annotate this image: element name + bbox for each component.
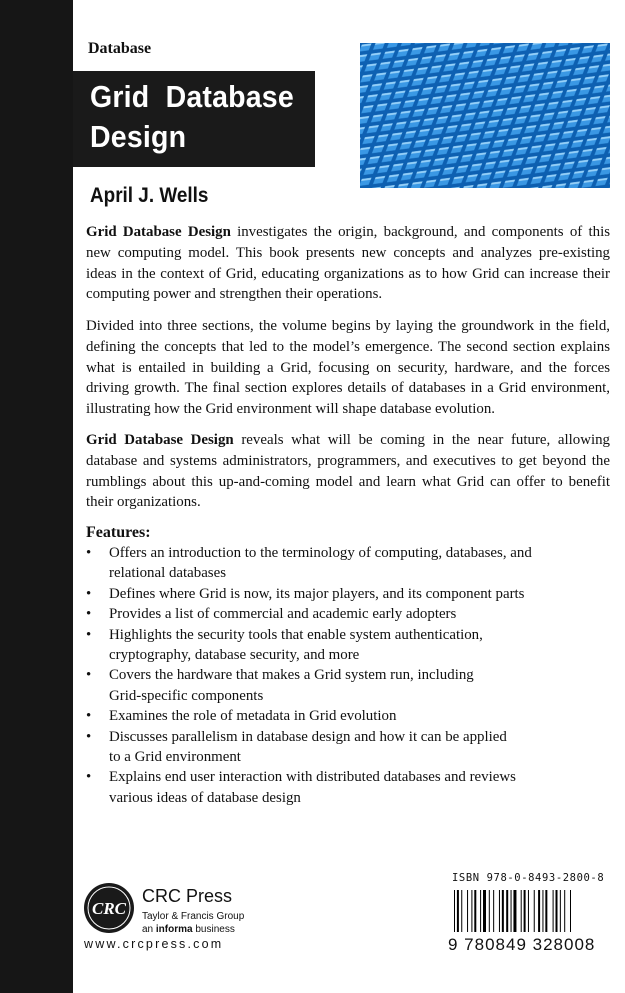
barcode-bar [524, 890, 526, 932]
barcode-bar [499, 890, 500, 932]
feature-item: • Provides a list of commercial and academic early adopters [86, 604, 606, 624]
barcode-bar [502, 890, 504, 932]
barcode-bar [480, 890, 481, 932]
book-title [90, 77, 294, 157]
barcode-bar [528, 890, 529, 932]
bullet-icon: • [86, 545, 92, 561]
paragraph-future [86, 430, 610, 513]
barcode-bar [489, 890, 490, 932]
bullet-icon: • [86, 769, 92, 786]
paragraph-future-text: reveals what will be coming in the near future, allowing database and systems administrators, programmers, and executives to get beyond the rumblings about this up-and-coming model and learn what Grid can offer to benefit their organizations. [86, 432, 610, 511]
book-title-inline: Grid Database Design [86, 224, 231, 240]
barcode-bar [538, 890, 540, 932]
barcode-bar [461, 890, 462, 932]
barcode-bar [506, 890, 508, 932]
barcode-bar [553, 890, 554, 932]
barcode-bar [467, 890, 468, 932]
bullet-icon: • [86, 585, 92, 602]
feature-item: • Covers the hardware that makes a Grid system run, including Grid-specific components [86, 667, 474, 704]
book-title-inline: Grid Database Design [86, 432, 234, 448]
bullet-icon: • [86, 728, 92, 745]
barcode-digits: 9 780849 328008 [448, 935, 596, 954]
title-line-1: Grid Database [90, 79, 294, 114]
barcode-bar [521, 890, 522, 932]
feature-item: • Highlights the security tools that enable system authentication, cryptography, database security, and more [86, 626, 483, 664]
isbn-label: ISBN 978-0-8493-2800-8 [452, 872, 605, 884]
category-label: Database [88, 40, 152, 57]
barcode-bar [511, 890, 512, 932]
barcode-bar [474, 890, 476, 932]
grid-cover-image [360, 43, 610, 188]
barcode-bar [534, 890, 535, 932]
barcode-bar [556, 890, 558, 932]
barcode-bar [560, 890, 561, 932]
feature-item: • Defines where Grid is now, its major players, and its component parts [86, 584, 606, 604]
barcode-bar [545, 890, 547, 932]
publisher-group: Taylor & Francis Group an informa business [142, 911, 245, 935]
barcode-bar [570, 890, 571, 932]
publisher-name: CRC Press [142, 886, 233, 906]
features-list [86, 543, 606, 808]
feature-item: • Discusses parallelism in database design and how it can be applied to a Grid environment [86, 728, 507, 766]
barcode-bar [542, 890, 543, 932]
author-name: April J. Wells [90, 184, 209, 207]
book-spine [0, 0, 73, 993]
bullet-icon: • [86, 626, 92, 643]
title-line-2: Design [90, 119, 187, 154]
barcode-bar [513, 890, 516, 932]
feature-item: • Offers an introduction to the terminology of computing, databases, and relational databases [86, 545, 532, 582]
barcode-bar [471, 890, 472, 932]
crc-logo-icon [83, 882, 135, 934]
feature-item: • Examines the role of metadata in Grid evolution [86, 706, 606, 726]
title-block [73, 71, 315, 167]
barcode-bar [454, 890, 455, 932]
paragraph-sections: Divided into three sections, the volume begins by laying the groundwork in the field, defining the concepts that led to the model’s emergence. The second section explains what is entailed in building a Grid, focusing on security, hardware, and the forces driving growth. The final section explores details of databases in a Grid environment, illustrating how the Grid environment will shape database evolution. [86, 318, 610, 418]
barcode-bar [564, 890, 565, 932]
barcode-bar [493, 890, 494, 932]
features-heading: Features: [86, 524, 151, 541]
paragraph-intro-text: investigates the origin, background, and components of this new computing model. This book presents new concepts and analyzes pre-existing ideas in the context of Grid, educating organizations as to how Grid can increase their computing power and strengthen their operations. [86, 224, 610, 303]
barcode-bar [457, 890, 459, 932]
crc-logo-text: CRC [91, 899, 127, 918]
bullet-icon: • [86, 708, 92, 725]
barcode [452, 890, 610, 932]
publisher-url: www.crcpress.com [84, 937, 224, 951]
barcode-bar [483, 890, 486, 932]
bullet-icon: • [86, 667, 92, 684]
paragraph-intro [86, 222, 610, 305]
bullet-icon: • [86, 606, 92, 623]
feature-item: • Explains end user interaction with distributed databases and reviews various ideas of database design [86, 769, 516, 806]
